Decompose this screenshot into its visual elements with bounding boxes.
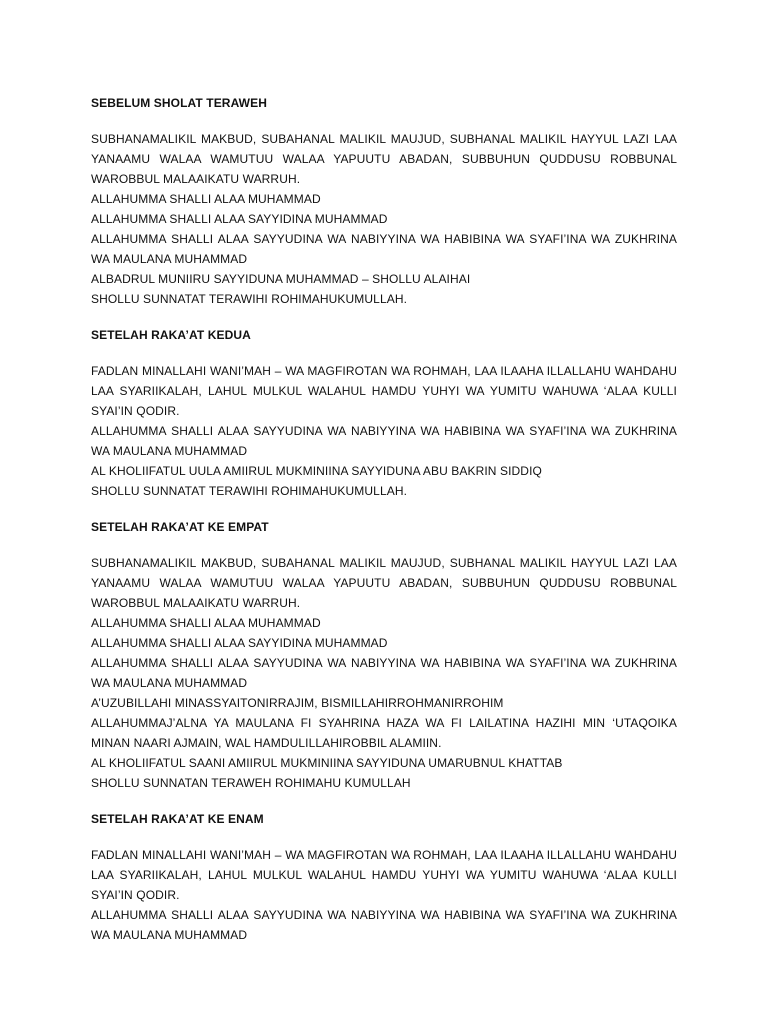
section-heading: SETELAH RAKA’AT KE ENAM <box>91 812 264 826</box>
section-body <box>91 361 677 501</box>
section-setelah-rakaat-kedua <box>91 325 677 501</box>
paragraph-line: ALLAHUMMA SHALLI ALAA MUHAMMAD <box>91 192 321 206</box>
paragraph-line: SUBHANAMALIKIL MAKBUD, SUBAHANAL MALIKIL MAUJUD, SUBHANAL MALIKIL HAYYUL LAZI LAA YANAAMU WALAA WAMUTUU WALAA YAPUUTU ABADAN, SUBBUHUN QUDDUSU ROBBUNAL WAROBBUL MALAAIKATU WARRUH. <box>91 132 677 186</box>
section-body <box>91 553 677 793</box>
section-heading: SEBELUM SHOLAT TERAWEH <box>91 96 267 110</box>
section-heading: SETELAH RAKA’AT KE EMPAT <box>91 520 269 534</box>
paragraph-line: ALLAHUMMAJ’ALNA YA MAULANA FI SYAHRINA HAZA WA FI LAILATINA HAZIHI MIN ‘UTAQOIKA MINAN NAARI AJMAIN, WAL HAMDULILLAHIROBBIL ALAMIIN. <box>91 716 677 750</box>
paragraph-line: ALLAHUMMA SHALLI ALAA SAYYUDINA WA NABIYYINA WA HABIBINA WA SYAFI’INA WA ZUKHRINA WA MAULANA MUHAMMAD <box>91 424 677 458</box>
paragraph-line: SHOLLU SUNNATAT TERAWIHI ROHIMAHUKUMULLAH. <box>91 484 408 498</box>
section-setelah-rakaat-ke-enam <box>91 809 677 945</box>
paragraph-line: ALLAHUMMA SHALLI ALAA SAYYIDINA MUHAMMAD <box>91 636 388 650</box>
paragraph-line: ALBADRUL MUNIIRU SAYYIDUNA MUHAMMAD – SHOLLU ALAIHAI <box>91 272 471 286</box>
section-body <box>91 129 677 309</box>
paragraph-line: AL KHOLIIFATUL SAANI AMIIRUL MUKMINIINA SAYYIDUNA UMARUBNUL KHATTAB <box>91 756 563 770</box>
document-content <box>91 93 677 961</box>
section-setelah-rakaat-ke-empat <box>91 517 677 793</box>
paragraph-line: SUBHANAMALIKIL MAKBUD, SUBAHANAL MALIKIL MAUJUD, SUBHANAL MALIKIL HAYYUL LAZI LAA YANAAMU WALAA WAMUTUU WALAA YAPUUTU ABADAN, SUBBUHUN QUDDUSU ROBBUNAL WAROBBUL MALAAIKATU WARRUH. <box>91 556 677 610</box>
paragraph-line: ALLAHUMMA SHALLI ALAA SAYYUDINA WA NABIYYINA WA HABIBINA WA SYAFI’INA WA ZUKHRINA WA MAULANA MUHAMMAD <box>91 908 677 942</box>
paragraph-line: ALLAHUMMA SHALLI ALAA SAYYIDINA MUHAMMAD <box>91 212 388 226</box>
paragraph-line: FADLAN MINALLAHI WANI’MAH – WA MAGFIROTAN WA ROHMAH, LAA ILAAHA ILLALLAHU WAHDAHU LAA SYARIIKALAH, LAHUL MULKUL WALAHUL HAMDU YUHYI WA YUMITU WAHUWA ‘ALAA KULLI SYAI’IN QODIR. <box>91 364 677 418</box>
paragraph-line: SHOLLU SUNNATAN TERAWEH ROHIMAHU KUMULLAH <box>91 776 411 790</box>
paragraph-line: AL KHOLIIFATUL UULA AMIIRUL MUKMINIINA SAYYIDUNA ABU BAKRIN SIDDIQ <box>91 464 542 478</box>
paragraph-line: ALLAHUMMA SHALLI ALAA MUHAMMAD <box>91 616 321 630</box>
paragraph-line: A’UZUBILLAHI MINASSYAITONIRRAJIM, BISMILLAHIRROHMANIRROHIM <box>91 696 504 710</box>
paragraph-line: ALLAHUMMA SHALLI ALAA SAYYUDINA WA NABIYYINA WA HABIBINA WA SYAFI’INA WA ZUKHRINA WA MAULANA MUHAMMAD <box>91 656 677 690</box>
section-body <box>91 845 677 945</box>
paragraph-line: FADLAN MINALLAHI WANI’MAH – WA MAGFIROTAN WA ROHMAH, LAA ILAAHA ILLALLAHU WAHDAHU LAA SYARIIKALAH, LAHUL MULKUL WALAHUL HAMDU YUHYI WA YUMITU WAHUWA ‘ALAA KULLI SYAI’IN QODIR. <box>91 848 677 902</box>
paragraph-line: SHOLLU SUNNATAT TERAWIHI ROHIMAHUKUMULLAH. <box>91 292 408 306</box>
section-heading: SETELAH RAKA’AT KEDUA <box>91 328 251 342</box>
section-sebelum-sholat-teraweh <box>91 93 677 309</box>
paragraph-line: ALLAHUMMA SHALLI ALAA SAYYUDINA WA NABIYYINA WA HABIBINA WA SYAFI’INA WA ZUKHRINA WA MAULANA MUHAMMAD <box>91 232 677 266</box>
